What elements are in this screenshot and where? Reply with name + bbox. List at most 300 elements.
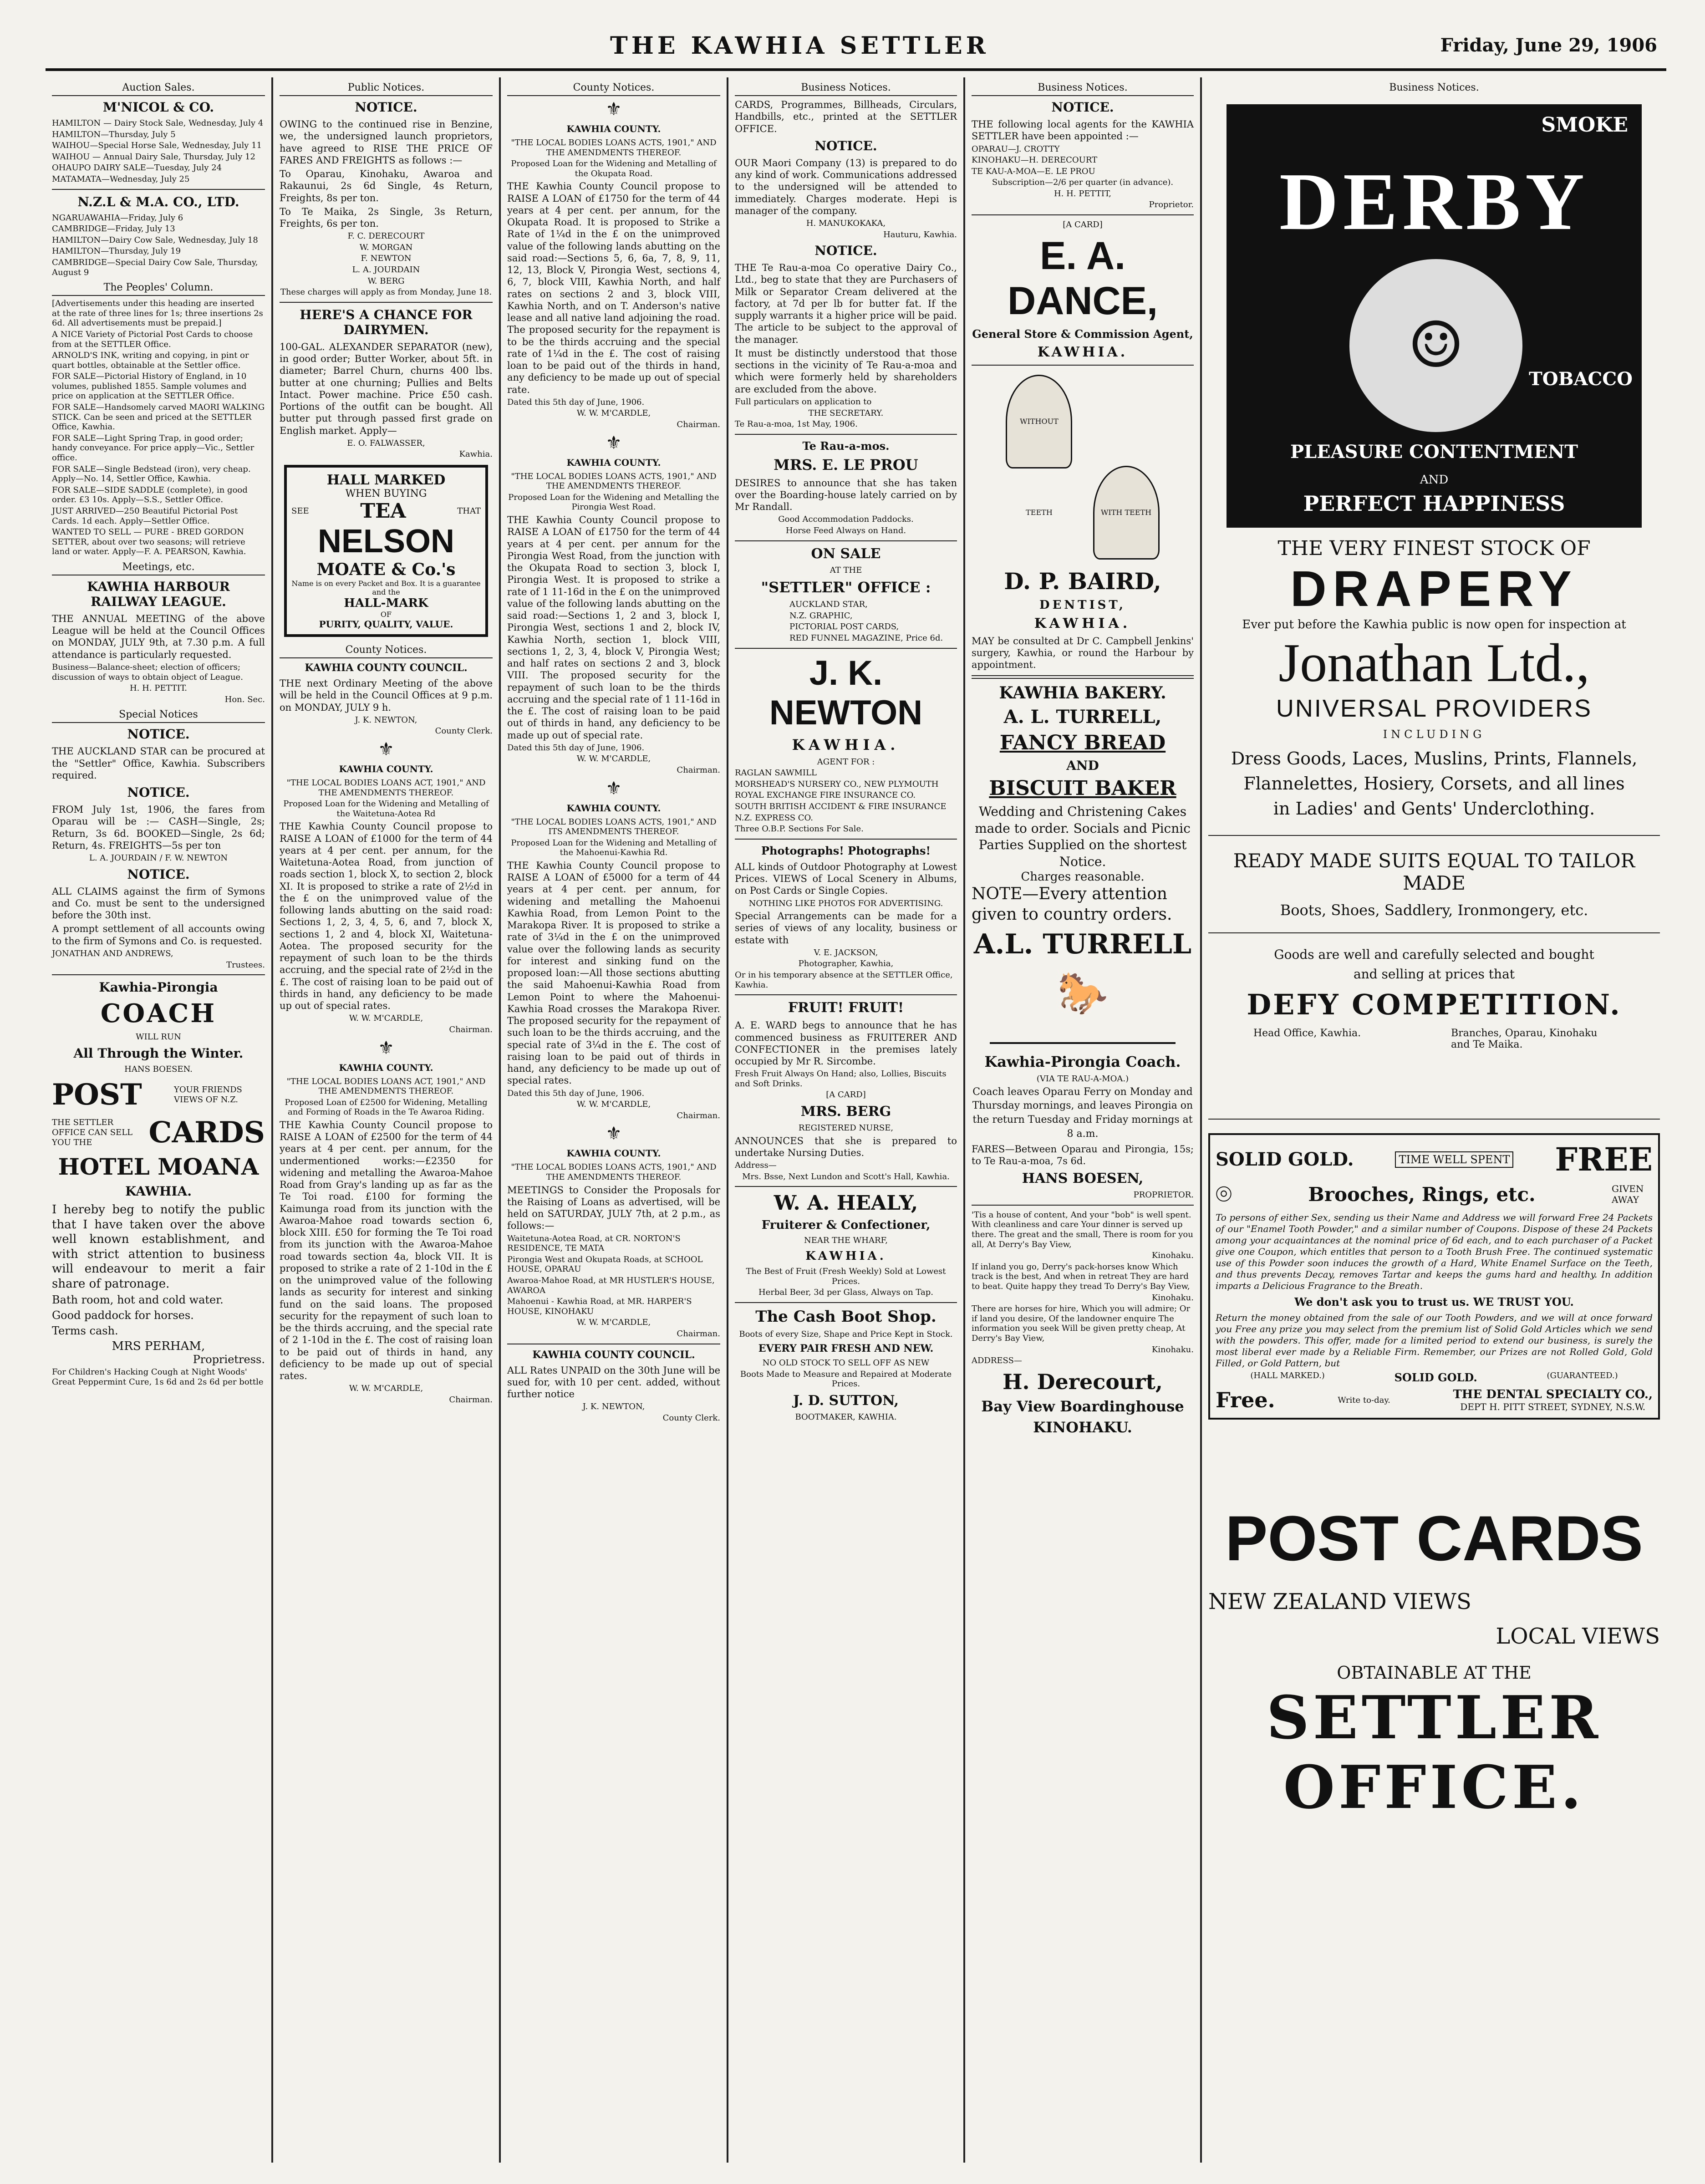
dental-free-ad — [1208, 1133, 1660, 1420]
divider — [1208, 835, 1660, 836]
free-ad-body: To persons of either Sex, sending us their Name and Address we will forward Free 24 Packets of our "Enamel Tooth Powder," and a similar number of Coupons. Dispose of these 24 Packets among your acquaintances at the nominal price of 6d each, and to each purchaser of a Packet give one Coupon, which entitles that person to a Tooth Brush Free. The continued systematic use of this Powder soon induces the growth of a Hard, White Enamel Surface on the Teeth, and thus prevents Decay, removes Tartar and keeps the gums hard and healthy. In addition imparts a Delicious Fragrance to the Breath. — [1216, 1212, 1653, 1292]
nelson-of: OF — [380, 610, 392, 619]
fares-signer: F. C. DERECOURT — [347, 231, 425, 241]
free-ad-footer — [1216, 1388, 1653, 1412]
column-5 — [965, 77, 1202, 2163]
dairymen-heading: HERE'S A CHANCE FOR DAIRYMEN. — [300, 307, 473, 337]
notice-claims-role: Trustees. — [226, 960, 265, 970]
footer-ad: For Children's Hacking Cough at Night Woods' Great Peppermint Cure, 1s 6d and 2s 6d per bottle — [52, 1367, 264, 1387]
free-ad-guaranteed: (GUARANTEED.) — [1547, 1371, 1618, 1381]
notice-heading: NOTICE. — [814, 138, 877, 153]
berg-address-label: Address— — [735, 1161, 777, 1171]
notice-claims-2: A prompt settlement of all accounts owing to the firm of Symons and Co. is requested. — [52, 923, 265, 947]
loan-signature: W. W. M'CARDLE, — [349, 1384, 423, 1394]
dairy-co-body: THE Te Rau-a-moa Co operative Dairy Co., Ltd., beg to state that they are Purchasers of Milk or Separator Cream delivered at the factory, at 7d per lb for butter fat. If the supply warrants it a higher price will be paid. The article to be subject to the approval of the manager. — [735, 262, 957, 345]
kawhia-county-heading: KAWHIA COUNTY. — [566, 802, 661, 814]
on-sale-item: PICTORIAL POST CARDS, — [789, 622, 899, 632]
postcards-ad-2 — [52, 1115, 265, 1150]
free-ad-solid-gold: SOLID GOLD. — [1216, 1149, 1354, 1171]
drapery-items: in Ladies' and Gents' Underclothing. — [1273, 799, 1595, 819]
bay-view-heading: Bay View Boardinghouse — [981, 1397, 1184, 1415]
rates-role: County Clerk. — [662, 1413, 720, 1423]
fares-notice-temaika: To Te Maika, 2s Single, 3s Return, Freights, 6s per ton. — [280, 206, 493, 229]
maori-company-place: Hauturu, Kawhia. — [883, 229, 957, 239]
bakery-heading: KAWHIA BAKERY. — [999, 683, 1166, 703]
nelson-when-buying: WHEN BUYING — [345, 488, 427, 499]
classified-ad: FOR SALE—Pictorial History of England, in 10 volumes, published 1855. Sample volumes and price on application at the SETTLER Office. — [52, 372, 247, 401]
mcnicol-item: MATAMATA—Wednesday, July 25 — [52, 174, 190, 184]
berg-address: Mrs. Bsse, Next Lundon and Scott's Hall, Kawhia. — [742, 1171, 950, 1181]
agent-item: OPARAU—J. CROTTY — [972, 144, 1060, 154]
bakery-owner: A. L. TURRELL, — [1003, 706, 1162, 728]
goods-line-2: and selling at prices that — [1353, 967, 1515, 982]
column-4 — [728, 77, 965, 2163]
drapery-items: Flannelettes, Hosiery, Corsets, and all lines — [1243, 774, 1625, 794]
council-signature: J. K. NEWTON, — [355, 715, 417, 725]
nelson-tea-row — [291, 499, 481, 523]
divider — [972, 214, 1194, 215]
hotel-moana-role: Proprietress. — [193, 1353, 265, 1366]
boots-line: Boots, Shoes, Saddlery, Ironmongery, etc. — [1280, 901, 1588, 919]
divider — [735, 839, 957, 840]
fares-signer: F. NEWTON — [361, 254, 412, 264]
with-teeth-caption: WITH TEETH — [1100, 508, 1152, 517]
newton-heading: J. K. NEWTON — [769, 653, 923, 732]
derecourt-heading: H. Derecourt, — [1003, 1369, 1163, 1394]
postcards-ad-your: YOUR FRIENDS VIEWS OF N.Z. — [174, 1085, 242, 1105]
loans-act-heading: "THE LOCAL BODIES LOANS ACTS, 1901," AND THE AMENDMENTS THEREOF. — [511, 1162, 717, 1182]
boot-shop-line: EVERY PAIR FRESH AND NEW. — [758, 1343, 934, 1355]
kawhia-county-heading: KAWHIA COUNTY. — [339, 1062, 433, 1073]
coat-of-arms-icon: ⚜ — [606, 1123, 622, 1145]
separator-ad-place: Kawhia. — [459, 449, 493, 459]
divider — [735, 1186, 957, 1187]
bakery-and: AND — [1066, 758, 1099, 774]
drapery-intro: THE VERY FINEST STOCK OF — [1277, 537, 1591, 560]
notice-heading: NOTICE. — [127, 727, 190, 742]
coach-signature: HANS BOESEN, — [1022, 1171, 1144, 1187]
column-2 — [273, 77, 501, 2163]
free-ad-trust: We don't ask you to trust us. WE TRUST YOU. — [1294, 1295, 1574, 1309]
coach-ad-line: All Through the Winter. — [73, 1045, 244, 1061]
section-heading-special: Special Notices — [52, 707, 265, 723]
mcnicol-item: WAIHOU—Special Horse Sale, Wednesday, July 11 — [52, 141, 262, 151]
berg-heading: MRS. BERG — [800, 1104, 891, 1120]
photos-heading: Photographs! Photographs! — [761, 844, 931, 857]
subscription: Subscription—2/6 per quarter (in advance). — [992, 178, 1174, 188]
rates-notice: ALL Rates UNPAID on the 30th June will be sued for, with 10 per cent. added, without further notice — [507, 1364, 720, 1400]
dance-place: KAWHIA. — [1037, 344, 1128, 360]
fares-apply: These charges will apply as from Monday, June 18. — [280, 287, 492, 297]
bakery-charges: Charges reasonable. — [1021, 870, 1145, 884]
nelson-purity: PURITY, QUALITY, VALUE. — [319, 619, 453, 630]
boot-shop-role: BOOTMAKER, KAWHIA. — [795, 1412, 897, 1422]
separator-ad-signature: E. O. FALWASSER, — [347, 438, 425, 448]
including: INCLUDING — [1383, 728, 1486, 741]
nelson-hallmark: HALL-MARK — [344, 596, 428, 610]
nzl-item: HAMILTON—Thursday, July 19 — [52, 246, 181, 256]
healy-sub: Fruiterer & Confectioner, — [761, 1218, 931, 1232]
healy-heading: W. A. HEALY, — [774, 1191, 918, 1215]
postcards-ad-post: POST — [52, 1078, 142, 1112]
coach-fares: FARES—Between Oparau and Pirongia, 15s; to Te Rau-a-moa, 7s 6d. — [972, 1143, 1194, 1166]
meeting-place: Waitetuna-Aotea Road, at CR. NORTON'S RESIDENCE, TE MATA — [507, 1233, 681, 1253]
nelson-name-note: Name is on every Packet and Box. It is a guarantee and the — [291, 579, 481, 596]
bakery-body: Wedding and Christening Cakes made to order. Socials and Picnic Parties Supplied on the shortest Notice. — [975, 804, 1191, 869]
coach-ad-big: COACH — [100, 998, 217, 1029]
loan-signature: W. W. M'CARDLE, — [576, 408, 651, 418]
a-card-label: [A CARD] — [1063, 220, 1103, 230]
on-sale-office: "SETTLER" OFFICE : — [761, 579, 931, 596]
kawhia-county-heading: KAWHIA COUNTY. — [339, 763, 433, 774]
newton-item: SOUTH BRITISH ACCIDENT & FIRE INSURANCE — [735, 802, 947, 811]
settler-office-heading: SETTLER OFFICE. — [1266, 1683, 1602, 1823]
harbour-league-body: THE ANNUAL MEETING of the above League will be held at the Council Offices on MONDAY, JULY 9th, at 7.30 p.m. A full attendance is particularly requested. — [52, 613, 265, 660]
coach-ad-title: Kawhia-Pirongia — [99, 980, 218, 995]
nelson-hall-marked: HALL MARKED — [326, 472, 446, 488]
hotel-moana-line: Good paddock for horses. — [52, 1309, 194, 1322]
boot-shop-line: Boots Made to Measure and Repaired at Moderate Prices. — [740, 1369, 952, 1389]
bay-view-poem-place: Kinohaku. — [1151, 1251, 1194, 1261]
nzl-item: NGARUAWAHIA—Friday, July 6 — [52, 213, 183, 223]
obtainable: OBTAINABLE AT THE — [1337, 1663, 1532, 1683]
loans-act-heading: "THE LOCAL BODIES LOANS ACTS, 1901," AND THE AMENDMENTS THEREOF. — [511, 471, 717, 491]
newton-place: KAWHIA. — [792, 736, 900, 753]
loan-title: Proposed Loan for the Widening and Metalling of the Waitetuna-Aotea Rd — [283, 799, 489, 819]
loan-body: THE Kawhia County Council propose to RAISE A LOAN of £1750 for the term of 44 years at 4 per cent. per annum, for the Okupata Road. It is proposed to Strike a Rate of 1¼d in the £ on the unimproved value of the following lands abutting on the said road:—Sections 5, 6, 6a, 7, 8, 9, 11, 12, 13, Block V, Pirongia West, sections 4, 6, 7, block VIII, Kawhia North, and half rates on sections 2 and 3, block VIII, Kawhia North, and on T. Anderson's native lease and all native land adjoining the road. The proposed security for the repayment is to be the thirds accruing and the special rate of 1¼d in the £. The cost of raising loan to be paid out of the thirds in hand, any deficiency to be made up out of special rate. — [507, 181, 720, 395]
hotel-moana-line: Terms cash. — [52, 1324, 118, 1338]
newton-item: ROYAL EXCHANGE FIRE INSURANCE CO. — [735, 790, 916, 800]
without-teeth-caption: WITHOUT TEETH — [1020, 417, 1059, 517]
loan-role: Chairman. — [677, 420, 720, 430]
coat-of-arms-icon: ⚜ — [606, 99, 622, 120]
nzl-item: CAMBRIDGE—Special Dairy Cow Sale, Thursday, August 9 — [52, 257, 258, 277]
divider — [735, 994, 957, 995]
divider — [735, 434, 957, 435]
mcnicol-item: HAMILTON — Dairy Stock Sale, Wednesday, July 4 — [52, 118, 264, 128]
council-role: County Clerk. — [435, 726, 493, 736]
loan-dated: Dated this 5th day of June, 1906. — [507, 1088, 645, 1098]
boot-shop-line: NO OLD STOCK TO SELL OFF AS NEW — [762, 1358, 930, 1368]
healy-near: NEAR THE WHARF, — [804, 1236, 888, 1246]
column-6 — [1202, 77, 1666, 2163]
divider — [52, 974, 265, 975]
coach-ad-signature: HANS BOESEN. — [124, 1064, 193, 1074]
fruit-body: A. E. WARD begs to announce that he has commenced business as FRUITERER AND CONFECTIONER in the premises lately occupied by Mr R. Sircombe. — [735, 1020, 957, 1067]
free-ad-company-name: THE DENTAL SPECIALTY CO., — [1453, 1388, 1653, 1402]
fruit-heading: FRUIT! FRUIT! — [788, 1000, 904, 1016]
newton-item: MORSHEAD'S NURSERY CO., NEW PLYMOUTH — [735, 779, 939, 789]
subscription-signature: H. H. PETTIT, — [1054, 188, 1112, 199]
notice-fares: FROM July 1st, 1906, the fares from Oparau will be :— CASH—Single, 2s; Return, 3s 6d. BOOKED—Single, 2s 6d; Return, 4s. FREIGHTS—5s per ton — [52, 804, 265, 851]
loan-dated: Dated this 5th day of June, 1906. — [507, 397, 645, 407]
notice-heading: NOTICE. — [355, 100, 417, 115]
photos-role: Photographer, Kawhia, — [798, 959, 894, 969]
horse-coach-icon: 🐎 — [990, 969, 1176, 1044]
divider — [972, 675, 1194, 679]
hotel-moana-signature: MRS PERHAM, — [112, 1339, 205, 1354]
fruit-line: Fresh Fruit Always On Hand; also, Lollies, Biscuits and Soft Drinks. — [735, 1069, 947, 1089]
section-heading-auction: Auction Sales. — [52, 80, 265, 96]
meetings-body: MEETINGS to Consider the Proposals for the Raising of Loans as advertised, will be held on SATURDAY, JULY 7th, at 2 p.m., as follows:— — [507, 1184, 720, 1232]
dairy-co-signature: THE SECRETARY. — [808, 408, 884, 418]
bakery-fancy-bread: FANCY BREAD — [999, 731, 1166, 755]
photos-body: ALL kinds of Outdoor Photography at Lowest Prices. VIEWS of Local Scenery in Albums, on Post Cards or Single Copies. — [735, 861, 957, 896]
photos-signature: V. E. JACKSON, — [814, 947, 878, 957]
hotel-moana-line: Bath room, hot and cold water. — [52, 1293, 224, 1307]
harbour-league-signature: H. H. PETTIT. — [129, 683, 188, 693]
postcards-ad — [52, 1078, 265, 1112]
column-1 — [46, 77, 273, 2163]
agent-item: TE KAU-A-MOA—E. LE PROU — [972, 166, 1095, 176]
drapery-heading: DRAPERY — [1290, 561, 1578, 617]
on-sale-item: AUCKLAND STAR, — [789, 600, 868, 610]
nzl-item: HAMILTON—Dairy Cow Sale, Wednesday, July 18 — [52, 235, 258, 245]
free-ad-free: FREE — [1555, 1140, 1653, 1179]
fares-notice-body: OWING to the continued rise in Benzine, we, the undersigned launch proprietors, have agreed to RISE THE PRICE OF FARES AND FREIGHTS as follows :— — [280, 119, 493, 166]
council-meeting-body: THE next Ordinary Meeting of the above will be held in the Council Offices at 9 p.m. on MONDAY, JULY 9 h. — [280, 678, 493, 713]
bay-view-poem: If inland you go, Derry's pack-horses know Which track is the best, And when in retreat They are hard to beat. Quite happy they tread To Derry's Bay View, — [972, 1262, 1190, 1291]
free-ad-brooches-row — [1216, 1178, 1653, 1210]
loan-dated: Dated this 5th day of June, 1906. — [507, 743, 645, 753]
loan-body: THE Kawhia County Council propose to RAISE A LOAN of £2500 for the term of 44 years at 4 per cent. per annum, for the undermentioned works:—£2350 for widening and metalling the Awaroa-Mahoe Road from Gray's landing up as far as the Te Toi road. £100 for forming the Kaimunga road from its junction with the Awaroa-Mahoe road towards section 6, block XIII. £50 for forming the Te Toi road from its junction with the Awaroa-Mahoe road towards section 4a, block VII. It is proposed to strike a rate of 2 1-10d in the £ on the unimproved value of the following lands as security for interest and sinking fund on the said loans. The proposed security for the repayment of such loan to be the thirds accruing, and the special rate of 2 1-10d in the £. The cost of raising loan to be paid out of thirds in hand, any deficiency to be made up out of special rates. — [280, 1119, 493, 1382]
le-prou-line: Good Accommodation Paddocks. — [778, 514, 914, 524]
bay-view-poem-place: Kinohaku. — [1151, 1344, 1194, 1354]
free-ad-body-2: Return the money obtained from the sale of our Tooth Powders, and we will at once forward you Free any prize you may select from the premium list of Solid Gold Articles which we send with the powders. This offer, made for a limited period to extend our business, is surely the most liberal ever made by a Reliable Firm. Remember, our Prizes are not Rolled Gold, Gold Filled, or Gold Pattern, but — [1216, 1312, 1653, 1369]
free-ad-company-address: DEPT H. PITT STREET, SYDNEY, N.S.W. — [1460, 1401, 1646, 1413]
section-heading-meetings: Meetings, etc. — [52, 560, 265, 575]
healy-line: Herbal Beer, 3d per Glass, Always on Tap. — [758, 1288, 934, 1298]
free-ad-given: GIVEN AWAY — [1611, 1183, 1644, 1206]
head-office: Head Office, Kawhia. — [1253, 1028, 1361, 1039]
masthead — [46, 32, 1666, 71]
divider — [280, 302, 493, 303]
section-heading-county: County Notices. — [507, 80, 720, 96]
portrait-with-teeth — [1093, 466, 1160, 560]
harbour-league-role: Hon. Sec. — [224, 694, 265, 704]
meeting-place: Mahoenui - Kawhia Road, at MR. HARPER'S HOUSE, KINOHAKU — [507, 1297, 692, 1316]
postcards-heading: POST CARDS — [1225, 1502, 1643, 1574]
postcards-ad-cards: CARDS — [148, 1115, 265, 1150]
loan-title: Proposed Loan for the Widening and Metalling of the Okupata Road. — [511, 159, 717, 178]
classified-ad: WANTED TO SELL — PURE - BRED GORDON SETTER, about over two seasons; will retrieve land or water. Apply—F. A. PEARSON, Kawhia. — [52, 527, 246, 557]
nelson-brand: NELSON — [317, 523, 455, 560]
section-heading-public: Public Notices. — [280, 80, 493, 96]
nzl-heading: N.Z.L & M.A. CO., LTD. — [77, 194, 239, 209]
fares-notice-oparau: To Oparau, Kinohaku, Awaroa and Rakaunui, 2s 6d Single, 4s Return, Freights, 8s per ton. — [280, 168, 493, 204]
loans-act-heading: "THE LOCAL BODIES LOANS ACTS, 1901," AND THE AMENDMENTS THEREOF. — [511, 138, 717, 158]
boot-shop-signature: J. D. SUTTON, — [793, 1393, 899, 1409]
notice-heading: NOTICE. — [127, 785, 190, 800]
kinohaku-heading: KINOHAKU. — [1033, 1418, 1132, 1436]
divider — [52, 189, 265, 190]
kawhia-county-heading: KAWHIA COUNTY. — [566, 123, 661, 134]
boot-shop-heading: The Cash Boot Shop. — [755, 1307, 936, 1326]
hotel-moana-place: KAWHIA. — [125, 1184, 192, 1199]
maori-company-body: OUR Maori Company (13) is prepared to do any kind of work. Communications addressed to the undersigned will be attended to immediately. Charges moderate. Hepi is manager of the company. — [735, 157, 957, 216]
free-ad-free-word: Free. — [1216, 1388, 1275, 1413]
loans-act-heading: "THE LOCAL BODIES LOANS ACT, 1901," AND THE AMENDMENTS THEREOF. — [286, 778, 486, 798]
notice-claims-signature: JONATHAN AND ANDREWS, — [52, 948, 173, 958]
notice-heading: NOTICE. — [127, 866, 190, 882]
bakery-biscuit-baker: BISCUIT BAKER — [989, 777, 1176, 800]
nelson-tea-ad — [284, 465, 488, 637]
section-heading-business: Business Notices. — [1389, 82, 1479, 93]
fares-signer: L. A. JOURDAIN — [352, 265, 420, 275]
classified-ad: A NICE Variety of Pictorial Post Cards to choose from at the SETTLER Office. — [52, 329, 253, 349]
cards-printing-ad: CARDS, Programmes, Billheads, Circulars, Handbills, etc., printed at the SETTLER OFFICE. — [735, 99, 957, 134]
universal-providers: UNIVERSAL PROVIDERS — [1276, 695, 1593, 722]
loan-role: Chairman. — [677, 1329, 720, 1339]
loan-title: Proposed Loan for the Widening and Metalling the Pirongia West Road. — [508, 492, 719, 512]
bay-view-poem: There are horses for hire, Which you will admire; Or if land you desire, Of the landowner enquire The information you seek Will be given pretty cheap, At Derry's Bay View, — [972, 1304, 1191, 1343]
loan-signature: W. W. M'CARDLE, — [576, 1318, 651, 1328]
notice-heading: NOTICE. — [814, 243, 877, 259]
loan-role: Chairman. — [449, 1395, 493, 1405]
agent-item: KINOHAKU—H. DERECOURT — [972, 155, 1098, 165]
free-ad-company — [1453, 1388, 1653, 1412]
nelson-moate: MOATE & Co.'s — [316, 560, 456, 579]
rates-signature: J. K. NEWTON, — [582, 1402, 645, 1412]
on-sale-heading: ON SALE — [811, 545, 881, 562]
coat-of-arms-icon: ⚜ — [606, 778, 622, 799]
nelson-that: THAT — [457, 506, 481, 516]
subscription-role: Proprietor. — [1149, 200, 1194, 210]
loan-body: THE Kawhia County Council propose to RAISE A LOAN of £5000 for a term of 44 years at 4 per cent. per annum, for widening and metalling the Mahoenui Kawhia Road, from Lemon Point to the Marakopa River. It is proposed to strike a rate of 3¼d in the £ on the unimproved value over the following lands as security for interest and sinking fund on the proposed loan:—All those sections abutting the said Mahoenui-Kawhia Road from Lemon Point to where the Mahoenui-Kawhia Road crosses the Marakopa River. The proposed security for the repayment of such loan to be the thirds accruing, and the special rate of 3¼d in the £. The cost of raising loan to be paid out of thirds in hand, any deficiency to be made up out of special rates. — [507, 860, 720, 1086]
free-ad-sg: SOLID GOLD. — [1394, 1371, 1477, 1385]
free-ad-header — [1216, 1140, 1653, 1178]
le-prou-heading: MRS. E. LE PROU — [774, 456, 918, 473]
divider — [972, 365, 1194, 366]
jonathan-offices — [1208, 1028, 1660, 1050]
section-heading-business: Business Notices. — [972, 80, 1194, 96]
drapery-sub: Ever put before the Kawhia public is now open for inspection at — [1242, 618, 1626, 631]
bay-view-poem-place: Kinohaku. — [1151, 1293, 1194, 1303]
local-views: LOCAL VIEWS — [1496, 1624, 1660, 1649]
coat-of-arms-icon: ⚜ — [378, 1037, 394, 1059]
portrait-without-teeth — [1006, 375, 1072, 517]
drapery-items: Dress Goods, Laces, Muslins, Prints, Flannels, — [1231, 748, 1638, 769]
berg-role: REGISTERED NURSE, — [798, 1123, 894, 1133]
coach-via: (VIA TE RAU-A-MOA.) — [1036, 1074, 1129, 1084]
divider — [735, 648, 957, 649]
classified-ad: FOR SALE—Single Bedstead (iron), very cheap. Apply—No. 14, Settler Office, Kawhia. — [52, 464, 251, 484]
divider — [1208, 1119, 1660, 1120]
loan-role: Chairman. — [677, 1110, 720, 1120]
harbour-league-business: Business—Balance-sheet; election of officers; discussion of ways to obtain object of League. — [52, 662, 243, 682]
loan-title: Proposed Loan of £2500 for Widening, Metalling and Forming of Roads in the Te Awaroa Riding. — [285, 1097, 488, 1117]
nzl-item: CAMBRIDGE—Friday, July 13 — [52, 224, 175, 234]
healy-line: The Best of Fruit (Fresh Weekly) Sold at Lowest Prices. — [746, 1266, 946, 1286]
le-prou-body: DESIRES to announce that she has taken over the Boarding-house lately carried on by Mr Randall. — [735, 477, 957, 513]
free-ad-guarantee — [1216, 1371, 1653, 1384]
meeting-place: Awaroa-Mahoe Road, at MR HUSTLER'S HOUSE, AWAROA — [507, 1276, 715, 1295]
dairy-co-body-3: Full particulars on application to — [735, 397, 872, 407]
coach-role: PROPRIETOR. — [1133, 1190, 1194, 1200]
healy-place: KAWHIA. — [805, 1249, 886, 1263]
baird-body: MAY be consulted at Dr C. Campbell Jenkins' surgery, Kawhia, or round the Harbour by appointment. — [972, 635, 1194, 671]
baird-role: DENTIST, — [1039, 598, 1126, 612]
nelson-see: SEE — [291, 506, 309, 516]
section-heading-peoples: The Peoples' Column. — [52, 280, 265, 296]
loans-act-heading: "THE LOCAL BODIES LOANS ACTS, 1901," AND ITS AMENDMENTS THEREOF. — [511, 817, 717, 837]
classified-ad: FOR SALE—SIDE SADDLE (complete), in good order. £3 10s. Apply—S.S., Settler Office. — [52, 485, 248, 505]
classified-ad: FOR SALE—Light Spring Trap, in good order; handy conveyance. For price apply—Vic., Settler office. — [52, 433, 254, 463]
brooch-icon: ⌾ — [1216, 1178, 1232, 1211]
free-ad-write: Write to-day. — [1338, 1395, 1390, 1405]
coach-ad-sub: WILL RUN — [136, 1032, 181, 1042]
loan-title: Proposed Loan for the Widening and Metalling of the Mahoenui-Kawhia Rd. — [511, 838, 717, 858]
derby-tobacco: TOBACCO — [1529, 368, 1633, 390]
berg-body: ANNOUNCES that she is prepared to undertake Nursing Duties. — [735, 1135, 957, 1158]
on-sale-item: N.Z. GRAPHIC, — [789, 611, 853, 621]
dance-heading: E. A. DANCE, — [1008, 234, 1158, 323]
kawhia-county-heading: KAWHIA COUNTY. — [566, 457, 661, 468]
newton-agent: AGENT FOR : — [817, 757, 875, 767]
free-ad-hall-marked: (HALL MARKED.) — [1250, 1371, 1325, 1381]
newton-sale: Three O.B.P. Sections For Sale. — [735, 824, 864, 834]
loan-body: THE Kawhia County Council propose to RAISE A LOAN of £1000 for the term of 44 years at 4 per cent. per annum, for the Waitetuna-Aotea Road, from junction of roads section 1, block X, to section 2, block XI. It is proposed to strike a rate of 2½d in the £ on the unimproved value of the following lands abutting on the said road: Sections 1, 2, 3, 4, 5, 6, and 7, block X, sections 1, 2 and 4, block XI, Waitetuna-Aotea. The proposed security for the repayment of such loan to be the thirds accruing, and the special rate of 2½d in the £. The cost of raising loan to be paid out of thirds in hand, any deficiency to be made up out of special rates. — [280, 821, 493, 1012]
branches: Branches, Oparau, Kinohaku and Te Maika. — [1451, 1028, 1598, 1051]
newton-item: RAGLAN SAWMILL — [735, 768, 817, 778]
column-3 — [501, 77, 728, 2163]
issue-date: Friday, June 29, 1906 — [1440, 35, 1657, 56]
coat-of-arms-icon: ⚜ — [378, 738, 394, 760]
loan-body: THE Kawhia County Council propose to RAISE A LOAN of £1750 for the term of 44 years at 4 per cent. per annum for the Pirongia West Road, from the junction with the Okupata Road to section 3, block I, Pirongia West. It is proposed to strike a rate of 1 11-16d in the £ on the unimproved value of the following lands abutting on the said road:—Sections 1, 2 and 3, block I, Pirongia West, sections 1 and 2, block IV, Kawhia North, section 1, block VIII, sections 1, 2, 3, 4, block V, Pirongia West; and half rates on sections 2 and 3, block VIII. The proposed security for the repayment of such loan to be the thirds accruing and the special rate of 1 11-16d in the £. The cost of raising loan to be paid out of thirds in hand, any deficiency to be made up out of special rate. — [507, 514, 720, 741]
derby-tobacco-ad — [1227, 104, 1642, 528]
coach-body: Coach leaves Oparau Ferry on Monday and Thursday mornings, and leaves Pirongia on the return Tuesday and Friday mornings at 8 a.m. — [972, 1086, 1193, 1140]
maori-company-signature: H. MANUKOKAKA, — [806, 219, 886, 228]
divider — [972, 1205, 1194, 1206]
mcnicol-item: OHAUPO DAIRY SALE—Tuesday, July 24 — [52, 163, 222, 173]
mcnicol-item: WAIHOU — Annual Dairy Sale, Thursday, July 12 — [52, 152, 255, 162]
bakery-owner-2: A.L. TURRELL — [973, 928, 1192, 960]
derby-and: AND — [1420, 473, 1449, 487]
divider — [1208, 932, 1660, 933]
divider — [735, 540, 957, 541]
notice-heading: NOTICE. — [1051, 100, 1114, 115]
coat-of-arms-icon: ⚜ — [606, 432, 622, 453]
derby-smoke: SMOKE — [1541, 113, 1628, 137]
derby-pleasure: PLEASURE CONTENTMENT — [1290, 441, 1578, 463]
notice-auckland-star: THE AUCKLAND STAR can be procured at the "Settler" Office, Kawhia. Subscribers required. — [52, 746, 265, 781]
loans-act-heading: "THE LOCAL BODIES LOANS ACT, 1901," AND THE AMENDMENTS THEREOF. — [286, 1076, 486, 1096]
goods-line: Goods are well and carefully selected and bought — [1274, 947, 1594, 962]
fares-signer: W. BERG — [367, 276, 405, 286]
postcards-ad-settler: THE SETTLER OFFICE CAN SELL YOU THE — [52, 1118, 133, 1147]
separator-ad-body: 100-GAL. ALEXANDER SEPARATOR (new), in good order; Butter Worker, about 5ft. in diameter; Barrel Churn, churns 400 lbs. butter at one churning; Pullies and Belts Intact. Power machine. Price £50 cash. Portions of the outfit can be bought. All butter put through passed first grade on English market. Apply— — [280, 341, 493, 436]
mcnicol-item: HAMILTON—Thursday, July 5 — [52, 129, 176, 139]
on-sale-at: AT THE — [830, 565, 862, 575]
kawhia-county-heading: KAWHIA COUNTY. — [566, 1148, 661, 1159]
coach-heading: Kawhia-Pirongia Coach. — [984, 1053, 1181, 1070]
classified-ad: JUST ARRIVED—250 Beautiful Pictorial Post Cards. 1d each. Apply—Settler Office. — [52, 506, 238, 526]
photos-body-2: Special Arrangements can be made for a series of views of any locality, business or estate with — [735, 911, 957, 946]
fares-signer: W. MORGAN — [359, 242, 413, 252]
meeting-place: Pirongia West and Okupata Roads, at SCHOOL HOUSE, OPARAU — [507, 1254, 703, 1274]
section-heading-county: County Notices. — [280, 642, 493, 658]
baird-place: KAWHIA. — [1034, 615, 1131, 631]
newton-item: N.Z. EXPRESS CO. — [735, 813, 813, 823]
nz-views: NEW ZEALAND VIEWS — [1208, 1589, 1471, 1615]
bakery-note: NOTE—Every attention given to country orders. — [972, 884, 1172, 924]
le-prou-line: Horse Feed Always on Hand. — [785, 526, 906, 536]
derby-happiness: PERFECT HAPPINESS — [1303, 491, 1565, 516]
council-heading: KAWHIA COUNTY COUNCIL. — [532, 1349, 695, 1361]
a-card-label: [A CARD] — [826, 1090, 866, 1100]
photos-or: Or in his temporary absence at the SETTLER Office, Kawhia. — [735, 970, 953, 990]
divider — [735, 1302, 957, 1303]
